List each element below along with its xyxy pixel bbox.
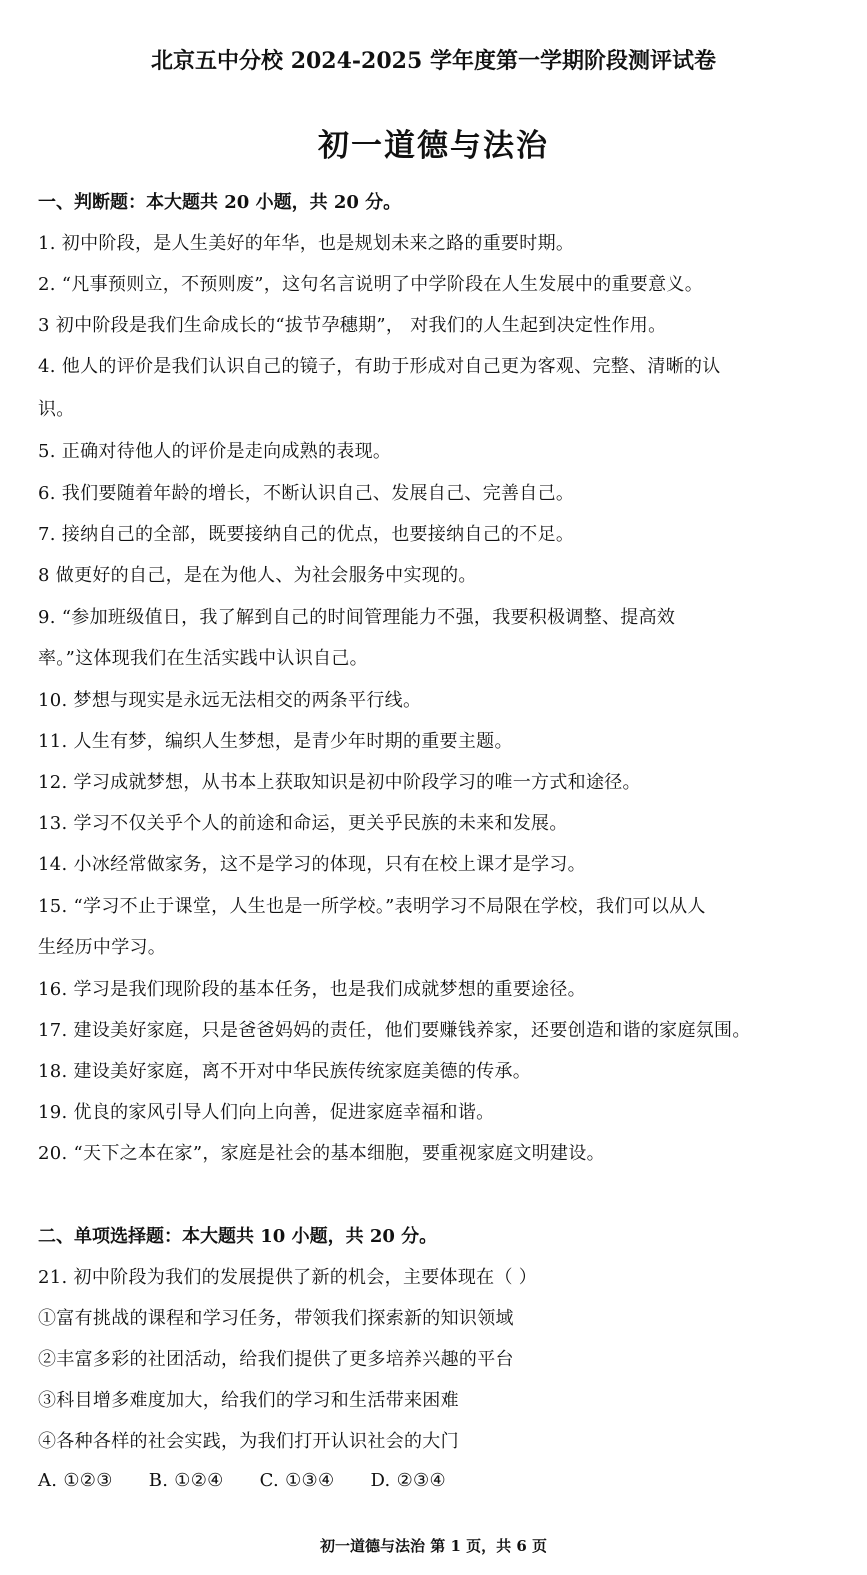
question-line: 3 初中阶段是我们生命成长的“拔节孕穗期”， 对我们的人生起到决定性作用。 xyxy=(38,315,667,336)
question-line: 1. 初中阶段，是人生美好的年华，也是规划未来之路的重要时期。 xyxy=(38,233,575,254)
section1-heading: 一、判断题：本大题共 20 小题，共 20 分。 xyxy=(38,192,402,213)
question-line: 生经历中学习。 xyxy=(38,937,167,958)
question-line: 7. 接纳自己的全部，既要接纳自己的优点，也要接纳自己的不足。 xyxy=(38,524,575,545)
question-line: 12. 学习成就梦想，从书本上获取知识是初中阶段学习的唯一方式和途径。 xyxy=(38,772,641,793)
question-line: 11. 人生有梦，编织人生梦想，是青少年时期的重要主题。 xyxy=(38,731,513,752)
question-line: 16. 学习是我们现阶段的基本任务，也是我们成就梦想的重要途径。 xyxy=(38,979,586,1000)
question-line: 19. 优良的家风引导人们向上向善，促进家庭幸福和谐。 xyxy=(38,1102,495,1123)
subject-title: 初一道德与法治 xyxy=(318,128,549,164)
question-line: 14. 小冰经常做家务，这不是学习的体现，只有在校上课才是学习。 xyxy=(38,854,586,875)
choice-statement: ①富有挑战的课程和学习任务，带领我们探索新的知识领域 xyxy=(38,1308,514,1329)
question-line: 9. “参加班级值日，我了解到自己的时间管理能力不强，我要积极调整、提高效 xyxy=(38,607,676,628)
question-line: 18. 建设美好家庭，离不开对中华民族传统家庭美德的传承。 xyxy=(38,1061,532,1082)
question-line: 5. 正确对待他人的评价是走向成熟的表现。 xyxy=(38,441,392,462)
question-line: 10. 梦想与现实是永远无法相交的两条平行线。 xyxy=(38,690,422,711)
choice-statement: ④各种各样的社会实践，为我们打开认识社会的大门 xyxy=(38,1431,459,1452)
section2-heading: 二、单项选择题：本大题共 10 小题，共 20 分。 xyxy=(38,1226,438,1247)
question-line: 13. 学习不仅关乎个人的前途和命运，更关乎民族的未来和发展。 xyxy=(38,813,568,834)
option-a: A. ①②③ xyxy=(38,1470,113,1491)
answer-options xyxy=(38,1470,476,1491)
question-line: 2. “凡事预则立，不预则废”，这句名言说明了中学阶段在人生发展中的重要意义。 xyxy=(38,274,703,295)
option-d: D. ②③④ xyxy=(370,1470,446,1491)
school-title: 北京五中分校 2024-2025 学年度第一学期阶段测评试卷 xyxy=(151,48,716,74)
page-footer: 初一道德与法治 第 1 页，共 6 页 xyxy=(320,1537,547,1555)
question-line: 20. “天下之本在家”，家庭是社会的基本细胞，要重视家庭文明建设。 xyxy=(38,1143,605,1164)
question-line: 6. 我们要随着年龄的增长，不断认识自己、发展自己、完善自己。 xyxy=(38,483,575,504)
question-line: 15. “学习不止于课堂，人生也是一所学校。”表明学习不局限在学校，我们可以从人 xyxy=(38,896,706,917)
question-stem: 21. 初中阶段为我们的发展提供了新的机会，主要体现在（ ） xyxy=(38,1267,538,1288)
option-c: C. ①③④ xyxy=(259,1470,335,1491)
question-line: 8 做更好的自己，是在为他人、为社会服务中实现的。 xyxy=(38,565,477,586)
choice-statement: ③科目增多难度加大，给我们的学习和生活带来困难 xyxy=(38,1390,459,1411)
question-line: 识。 xyxy=(38,399,75,420)
question-line: 4. 他人的评价是我们认识自己的镜子，有助于形成对自己更为客观、完整、清晰的认 xyxy=(38,356,721,377)
question-line: 率。”这体现我们在生活实践中认识自己。 xyxy=(38,648,368,669)
option-b: B. ①②④ xyxy=(148,1470,224,1491)
question-line: 17. 建设美好家庭，只是爸爸妈妈的责任，他们要赚钱养家，还要创造和谐的家庭氛围。 xyxy=(38,1020,751,1041)
choice-statement: ②丰富多彩的社团活动，给我们提供了更多培养兴趣的平台 xyxy=(38,1349,514,1370)
